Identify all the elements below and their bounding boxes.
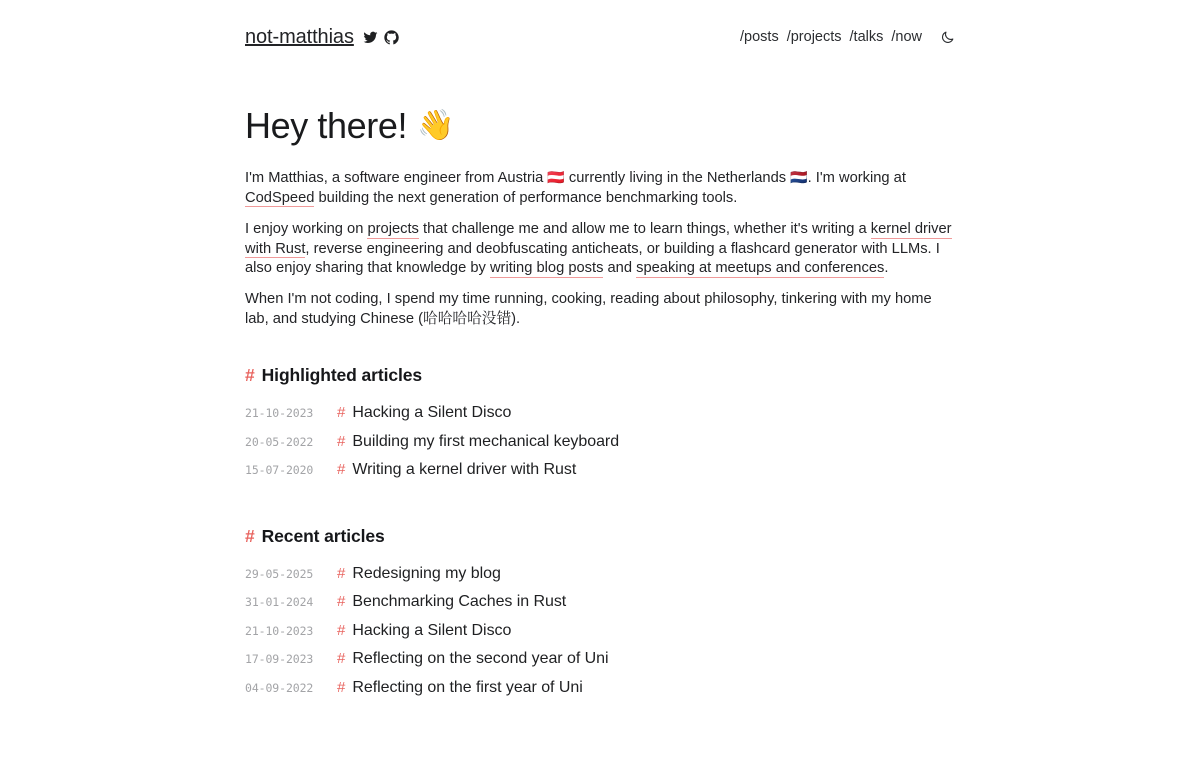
article-date: 29-05-2025 (245, 566, 314, 581)
article-link[interactable] (337, 433, 619, 451)
link-writing-blog-posts[interactable]: writing blog posts (489, 260, 604, 277)
article-date: 17-09-2023 (245, 652, 314, 667)
list-item (245, 461, 955, 490)
article-link[interactable] (337, 461, 576, 479)
highlighted-articles-list (245, 404, 955, 490)
hash-marker-icon: # (337, 404, 346, 422)
article-title: Reflecting on the second year of Uni (352, 650, 609, 668)
article-link[interactable] (337, 565, 501, 583)
site-brand-link[interactable]: not-matthias (245, 26, 354, 48)
article-title: Writing a kernel driver with Rust (352, 461, 577, 479)
nav-item-posts[interactable]: /posts (740, 28, 779, 45)
intro-p2-seg2: that challenge me and allow me to learn things, whether it's writing a (418, 221, 871, 238)
hash-marker-icon: # (337, 564, 346, 582)
recent-articles-heading-text: Recent articles (261, 525, 385, 546)
hash-marker-icon: # (337, 593, 346, 611)
article-title: Building my first mechanical keyboard (352, 432, 620, 450)
social-links (363, 29, 399, 45)
list-item (245, 565, 955, 594)
intro-paragraph-1 (245, 168, 955, 208)
hash-marker-icon: # (337, 650, 346, 668)
hash-marker-icon: # (337, 461, 346, 479)
recent-articles-heading (245, 526, 955, 547)
article-link[interactable] (337, 622, 511, 640)
link-kernel-driver-with-rust[interactable]: kernel driver with Rust (245, 221, 952, 257)
site-header (245, 16, 955, 58)
link-projects[interactable]: projects (367, 221, 419, 238)
article-date: 21-10-2023 (245, 406, 314, 421)
chinese-text: 哈哈哈哈没错 (423, 310, 512, 327)
recent-articles-list (245, 565, 955, 708)
article-link[interactable] (337, 593, 566, 611)
article-title: Redesigning my blog (352, 564, 501, 582)
github-icon[interactable] (384, 30, 399, 45)
article-title: Hacking a Silent Disco (352, 621, 512, 639)
link-codspeed[interactable]: CodSpeed (245, 189, 315, 206)
article-date: 15-07-2020 (245, 463, 314, 478)
intro-p3-seg2: ). (511, 310, 521, 327)
main-nav (740, 30, 955, 45)
austria-flag-emoji: 🇦🇹 (547, 169, 565, 186)
intro-p1-seg4: building the next generation of performance benchmarking tools. (314, 189, 738, 206)
article-title: Reflecting on the first year of Uni (352, 678, 583, 696)
list-item (245, 650, 955, 679)
moon-icon[interactable] (940, 30, 955, 45)
recent-articles-section (245, 526, 955, 708)
article-date: 31-01-2024 (245, 595, 314, 610)
intro-p1-seg3: . I'm working at (807, 170, 906, 187)
brand-group (245, 27, 399, 47)
article-date: 04-09-2022 (245, 680, 314, 695)
hash-marker-icon: # (245, 365, 255, 386)
intro-p1-seg1: I'm Matthias, a software engineer from Austria (245, 170, 548, 187)
intro-p2-seg1: I enjoy working on (245, 221, 368, 238)
link-speaking-at-meetups[interactable]: speaking at meetups and conferences (636, 260, 885, 277)
hash-marker-icon: # (245, 525, 255, 546)
list-item (245, 593, 955, 622)
nav-item-now[interactable]: /now (891, 28, 922, 45)
article-link[interactable] (337, 404, 511, 422)
intro-paragraph-3 (245, 290, 955, 329)
twitter-icon[interactable] (363, 30, 378, 45)
article-link[interactable] (337, 650, 608, 668)
content-container (245, 0, 955, 707)
highlighted-articles-section (245, 365, 955, 490)
netherlands-flag-emoji: 🇳🇱 (790, 169, 808, 186)
intro-paragraph-2 (245, 220, 955, 278)
hash-marker-icon: # (337, 678, 346, 696)
intro-section (245, 168, 955, 329)
list-item (245, 679, 955, 708)
article-date: 21-10-2023 (245, 623, 314, 638)
highlighted-articles-heading-text: Highlighted articles (261, 365, 423, 386)
page-title-text: Hey there! (245, 105, 408, 146)
intro-p2-seg4: and (603, 260, 637, 277)
article-title: Benchmarking Caches in Rust (352, 593, 567, 611)
hash-marker-icon: # (337, 621, 346, 639)
waving-hand-emoji: 👋 (417, 108, 455, 142)
article-link[interactable] (337, 679, 583, 697)
nav-item-talks[interactable]: /talks (849, 28, 884, 45)
hash-marker-icon: # (337, 432, 346, 450)
page-title (245, 105, 955, 146)
list-item (245, 433, 955, 462)
list-item (245, 404, 955, 433)
article-title: Hacking a Silent Disco (352, 404, 512, 422)
highlighted-articles-heading (245, 365, 955, 386)
intro-p2-seg5: . (884, 260, 889, 277)
nav-item-projects[interactable]: /projects (786, 28, 842, 45)
list-item (245, 622, 955, 651)
intro-p3-seg1: When I'm not coding, I spend my time running, cooking, reading about philosophy, tinkering with my home lab, and studying Chinese ( (245, 291, 932, 327)
article-date: 20-05-2022 (245, 434, 314, 449)
intro-p1-seg2: currently living in the Netherlands (564, 170, 791, 187)
intro-p2-seg3: , reverse engineering and deobfuscating anticheats, or building a flashcard generator with LLMs. I also enjoy sharing that knowledge by (245, 240, 940, 277)
